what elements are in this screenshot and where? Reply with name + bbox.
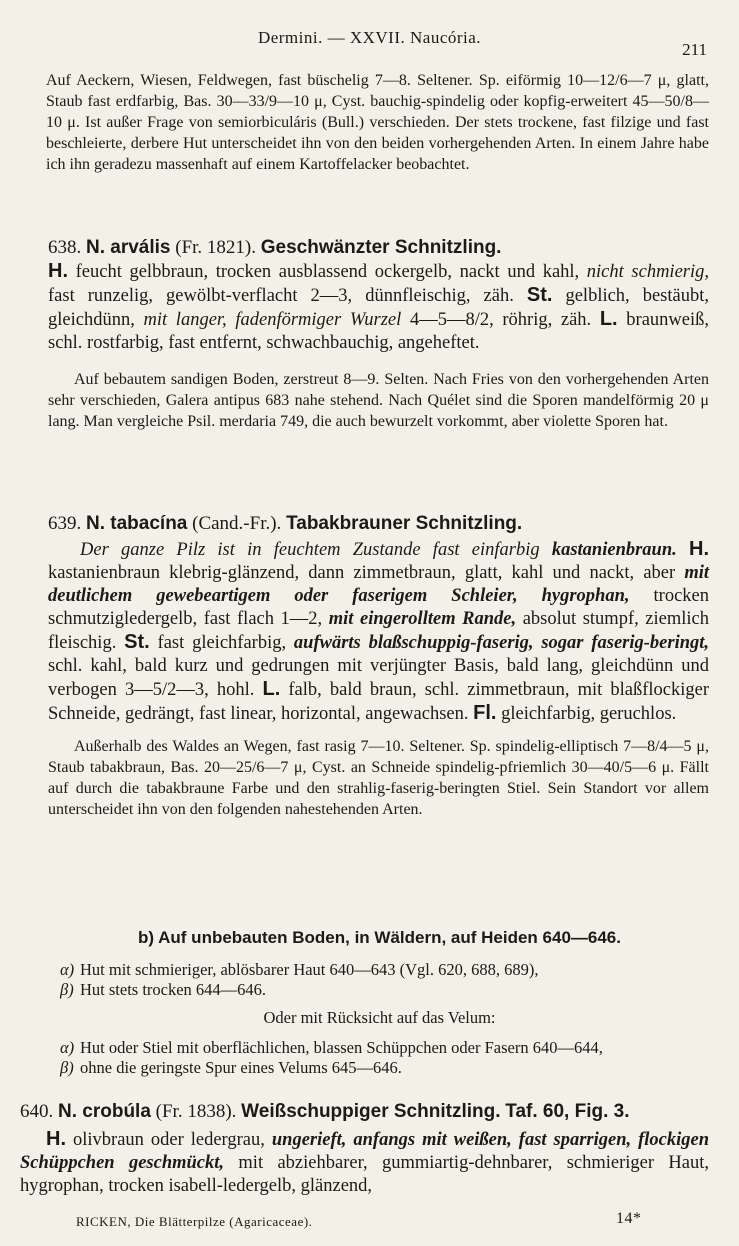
entry-640-description: H. olivbraun oder ledergrau, ungerieft, anfangs mit weißen, fast sparrigen, flockigen Schüppchen geschmückt, mit abziehbarer, gummiartig-dehnbarer, schmieriger Haut, hygrophan, trocken isabell-ledergelb, glänzend, [20, 1128, 710, 1196]
entry-639-note: Außerhalb des Waldes an Wegen, fast rasig 7—10. Seltener. Sp. spindelig-elliptisch 7—8/4—5 μ, Staub tabakbraun, Bas. 20—25/6—7 μ, Cyst. an Schneide spindelig-pfriemlich 30—40/5—6 μ. Fällt auf durch die tabakbraune Farbe und den strahlig-faserig-beringten Stiel. Sein Standort vor allem unterscheidet ihn von den folgenden nahestehenden Arten. [48, 738, 709, 818]
section-b [60, 928, 699, 1078]
section-heading: b) Auf unbebauten Boden, in Wäldern, auf Heiden 640—646. [138, 928, 621, 947]
common-name: Tabakbrauner Schnitzling. [286, 513, 523, 534]
entry-639-description: Der ganze Pilz ist in feuchtem Zustande fast einfarbig kastanienbraun. H. kastanienbraun klebrig-glänzend, dann zimmetbraun, glatt, kahl und nackt, aber mit deutlichem gewebeartigem oder faserigem Schleier, hygrophan, trocken schmutzigledergelb, fast flach 1—2, mit eingerolltem Rande, absolut stumpf, ziemlich fleischig. St. fast gleichfarbig, aufwärts blaßschuppig-faserig, sogar faserig-beringt, schl. kahl, bald kurz und gedrungen mit verjüngter Basis, bald lang, gleichdünn und verbogen 3—5/2—3, hohl. L. falb, bald braun, schl. zimmetbraun, mit blaßflockiger Schneide, gedrängt, fast linear, horizontal, angewachsen. Fl. gleichfarbig, geruchlos. [48, 538, 710, 724]
intro-paragraph: Auf Aeckern, Wiesen, Feldwegen, fast büschelig 7—8. Seltener. Sp. eiförmig 10—12/6—7 μ, glatt, Staub fast erdfarbig, Bas. 30—33/9—10 μ, Cyst. bauchig-spindelig oder kopfig-erweitert 45—50/8—10 μ. Ist außer Frage von semiorbiculáris (Bull.) verschieden. Der stets trockene, fast filzige und fast beschleierte, derbere Hut unterscheidet ihn von den beiden vorhergehenden Arten. In einem Jahre habe ich ihn geradezu massenhaft auf einem Kartoffelacker beobachtet. [46, 72, 709, 173]
key-item-alpha-velum: α) Hut oder Stiel mit oberflächlichen, blassen Schüppchen oder Fasern 640—644, [60, 1038, 603, 1057]
entry-639 [48, 512, 709, 820]
species-author: (Fr. 1821). [175, 237, 256, 258]
species-name: N. tabacína [86, 513, 188, 534]
entry-number: 640. [20, 1101, 54, 1122]
species-author: (Cand.-Fr.). [192, 513, 282, 534]
key-item-beta-velum: β) ohne die geringste Spur eines Velums 645—646. [60, 1058, 402, 1077]
species-name: N. crobúla [58, 1101, 151, 1122]
plate-reference: Taf. 60, Fig. 3. [505, 1101, 630, 1122]
page-header [0, 28, 739, 58]
key-item-beta: β) Hut stets trocken 644—646. [60, 980, 267, 999]
entry-639-title [48, 512, 709, 536]
entry-number: 638. [48, 237, 82, 258]
entry-638-note: Auf bebautem sandigen Boden, zerstreut 8—9. Selten. Nach Fries von den vorhergehenden Arten sehr verschieden, Galera antipus 683 nahe stehend. Nach Quélet sind die Sporen mandelförmig 20 μ lang. Man vergleiche Psil. merdaria 749, die auch bewurzelt vorkommt, aber violette Sporen hat. [48, 371, 709, 430]
page-footer [76, 1210, 709, 1230]
running-title: Dermini. — XXVII. Naucória. [257, 28, 482, 47]
entry-640 [20, 1100, 709, 1198]
entry-640-title [20, 1100, 709, 1124]
alt-heading: Oder mit Rücksicht auf das Velum: [263, 1008, 496, 1027]
common-name: Geschwänzter Schnitzling. [260, 237, 502, 258]
entry-638-title [48, 236, 709, 260]
footer-text: RICKEN, Die Blätterpilze (Agaricaceae). [76, 1214, 313, 1229]
species-author: (Fr. 1838). [155, 1101, 237, 1122]
printer-signature: 14* [616, 1210, 642, 1227]
entry-638 [48, 236, 709, 432]
entry-638-description: H. feucht gelbbraun, trocken ausblassend ockergelb, nackt und kahl, nicht schmierig, fast runzelig, gewölbt-verflacht 2—3, dünnfleischig, zäh. St. gelblich, bestäubt, gleichdünn, mit langer, fadenförmiger Wurzel 4—5—8/2, röhrig, zäh. L. braunweiß, schl. rostfarbig, fast entfernt, schwachbauchig, angeheftet. [48, 260, 710, 353]
key-item-alpha: α) Hut mit schmieriger, ablösbarer Haut 640—643 (Vgl. 620, 688, 689), [60, 960, 539, 979]
key-list-velum [60, 1038, 699, 1078]
key-list [60, 960, 699, 1000]
entry-number: 639. [48, 513, 82, 534]
page-number: 211 [682, 40, 707, 59]
common-name: Weißschuppiger Schnitzling. [241, 1101, 501, 1122]
species-name: N. arvális [86, 237, 171, 258]
